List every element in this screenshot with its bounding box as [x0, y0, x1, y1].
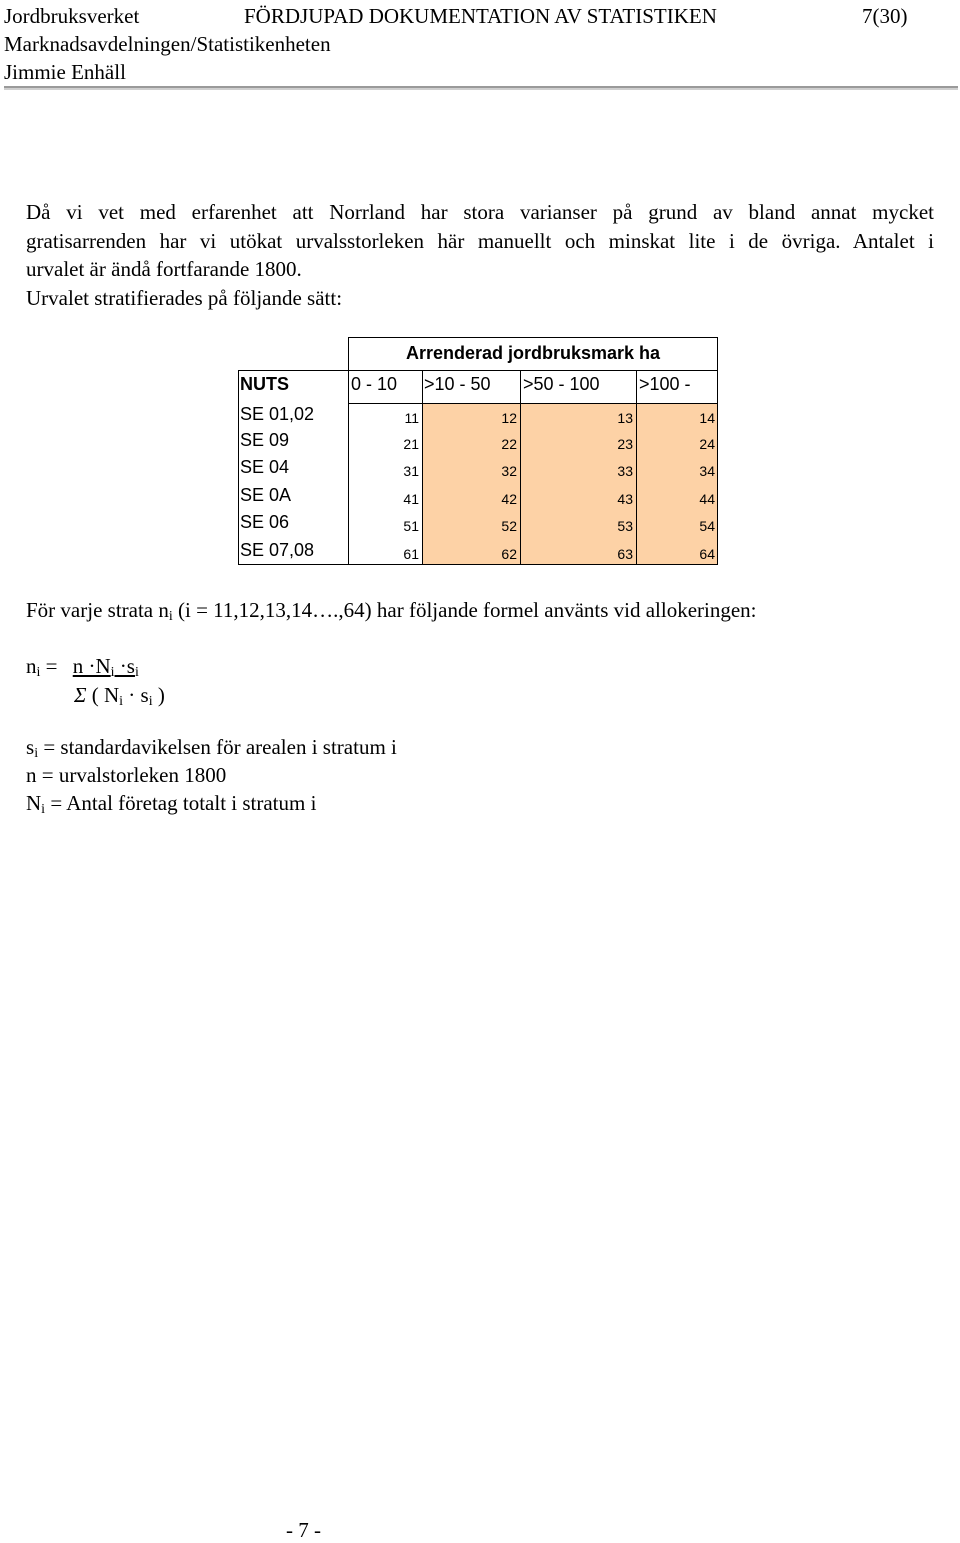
formula-equals: =	[40, 654, 63, 678]
intro-line-3: urvalet är ändå fortfarande 1800.	[26, 257, 302, 281]
intro-line-4: Urvalet stratifierades på följande sätt:	[26, 285, 343, 310]
formula-numerator-line	[26, 652, 139, 680]
table-cell: 41	[403, 491, 419, 507]
col-header-3: >50 - 100	[523, 374, 600, 394]
intro-line-2: gratisarrenden har vi utökat urvalsstorleken här manuellt och minskat lite i de övriga. Antalet i	[26, 228, 934, 253]
formula-num-sub2: i	[134, 665, 139, 680]
table-cell: 51	[403, 518, 419, 534]
table-cell: 53	[617, 518, 633, 534]
formula-num-n: n ·N	[72, 654, 111, 678]
header-title: FÖRDJUPAD DOKUMENTATION AV STATISTIKEN	[244, 4, 717, 28]
intro-line-1: Då vi vet med erfarenhet att Norrland har stora varianser på grund av bland annat mycket	[26, 200, 934, 224]
header-author: Jimmie Enhäll	[4, 60, 126, 84]
formula-den-sub1: i	[119, 694, 124, 709]
formula-numerator	[73, 654, 139, 678]
row-label: SE 01,02	[240, 404, 315, 424]
table-cell: 52	[501, 518, 517, 534]
table-cell: 42	[501, 491, 517, 507]
strata-text-before: För varje strata n	[26, 598, 169, 622]
table-cell: 34	[699, 463, 715, 479]
definition-N-text: = Antal företag totalt i stratum i	[45, 791, 317, 815]
header-org: Jordbruksverket	[4, 4, 140, 28]
definition-N	[26, 789, 316, 817]
table-cell: 43	[617, 491, 633, 507]
table-cell: 22	[501, 436, 517, 452]
page-footer: - 7 -	[286, 1518, 321, 1542]
col-divider-4	[636, 370, 637, 565]
table-cell: 54	[699, 518, 715, 534]
header-page-number: 7(30)	[862, 4, 908, 28]
row-label: SE 0A	[240, 485, 292, 505]
sigma-symbol: Σ	[74, 683, 87, 707]
table-body-frame	[238, 370, 718, 565]
header-rule	[4, 86, 958, 90]
definition-s	[26, 733, 397, 761]
header-underline	[348, 403, 718, 404]
table-cell: 31	[403, 463, 419, 479]
table-cell: 63	[617, 546, 633, 562]
definition-s-sub: i	[34, 746, 39, 761]
header-department: Marknadsavdelningen/Statistikenheten	[4, 32, 331, 56]
formula-den-n: ( N	[86, 683, 120, 707]
table-cell: 14	[699, 410, 715, 426]
definition-s-text: = standardavikelsen för arealen i stratum i	[38, 735, 397, 759]
intro-paragraph	[26, 198, 934, 312]
col-divider-3	[520, 370, 521, 565]
col-header-4: >100 -	[639, 374, 691, 394]
table-cell: 33	[617, 463, 633, 479]
table-cell: 24	[699, 436, 715, 452]
definition-n-symbol: n	[26, 763, 37, 787]
definition-N-symbol: N	[26, 791, 42, 815]
formula-num-sub1: i	[110, 665, 115, 680]
strata-text-sub: i	[168, 609, 173, 624]
col-divider-2	[422, 370, 423, 565]
row-label: SE 06	[240, 512, 290, 532]
table-cell: 12	[501, 410, 517, 426]
formula-denominator	[74, 681, 165, 709]
definition-N-sub: i	[41, 802, 46, 817]
table-cell: 61	[403, 546, 419, 562]
formula-den-s: · s	[123, 683, 149, 707]
row-label: SE 07,08	[240, 540, 315, 560]
col-divider-1	[348, 370, 349, 565]
strata-sentence	[26, 596, 757, 624]
strata-table	[238, 337, 718, 565]
table-cell: 44	[699, 491, 715, 507]
row-label: SE 04	[240, 457, 290, 477]
col-header-2: >10 - 50	[424, 374, 491, 394]
table-row-header: NUTS	[240, 374, 289, 394]
strata-text-after: (i = 11,12,13,14….,64) har följande formel använts vid allokeringen:	[172, 598, 757, 622]
row-label: SE 09	[240, 430, 290, 450]
col-header-1: 0 - 10	[351, 374, 398, 394]
table-cell: 32	[501, 463, 517, 479]
table-title: Arrenderad jordbruksmark ha	[405, 343, 661, 363]
table-cell: 62	[501, 546, 517, 562]
table-cell: 21	[403, 436, 419, 452]
formula-num-s: ·s	[114, 654, 135, 678]
definition-s-symbol: s	[26, 735, 35, 759]
table-cell: 64	[699, 546, 715, 562]
table-cell: 11	[404, 410, 419, 426]
table-cell: 13	[617, 410, 633, 426]
table-cell: 23	[617, 436, 633, 452]
formula-den-close: )	[152, 683, 165, 707]
formula-lhs: n	[26, 654, 37, 678]
formula-den-sub2: i	[148, 694, 153, 709]
definition-n	[26, 761, 226, 789]
definition-n-text: = urvalstorleken 1800	[36, 763, 227, 787]
formula-lhs-sub: i	[36, 665, 41, 680]
